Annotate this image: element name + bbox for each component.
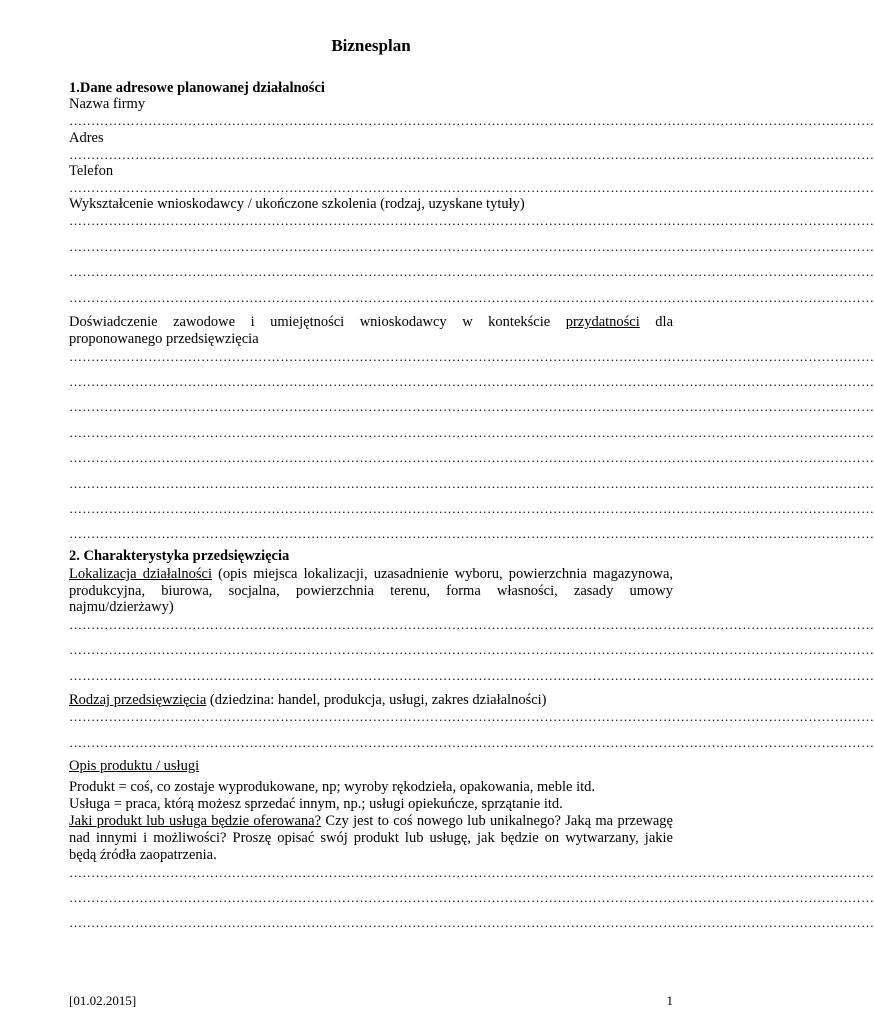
location-label [69,566,673,583]
fill-line[interactable]: ………………………………………………………………………………………………………………………………………………………………… [69,349,874,364]
document-title: Biznesplan [331,36,411,55]
footer-date: [01.02.2015] [69,993,137,1008]
fill-line[interactable]: ………………………………………………………………………………………………………………………………………………………………… [69,526,874,541]
fill-line[interactable]: ………………………………………………………………………………………………………………………………………………………………… [69,617,874,632]
fill-line[interactable]: ………………………………………………………………………………………………………………………………………………………………… [69,476,874,491]
phone-label: Telefon [69,163,114,179]
experience-label-line2: proponowanego przedsięwzięcia [69,331,259,347]
fill-line[interactable]: ………………………………………………………………………………………………………………………………………………………………… [69,890,874,905]
product-question-line2: nad innymi i możliwości? Proszę opisać swój produkt lub usługę, jak będzie on wytwarzany, jakie [69,830,673,846]
fill-line[interactable]: ………………………………………………………………………………………………………………………………………………………………… [69,290,874,305]
product-question-underlined: Jaki produkt lub usługa będzie oferowana? [69,813,322,829]
education-label: Wykształcenie wnioskodawcy / ukończone szkolenia (rodzaj, uzyskane tytuły) [69,196,525,212]
fill-line[interactable]: ………………………………………………………………………………………………………………………………………………………………… [69,374,874,389]
product-description-label: Opis produktu / usługi [69,758,200,774]
fill-line[interactable]: ………………………………………………………………………………………………………………………………………………………………… [69,147,874,162]
fill-line[interactable]: ………………………………………………………………………………………………………………………………………………………………… [69,668,874,683]
experience-label [69,314,673,331]
location-label-underlined: Lokalizacja działalności [69,566,212,582]
fill-line[interactable]: ………………………………………………………………………………………………………………………………………………………………… [69,450,874,465]
fill-line[interactable]: ………………………………………………………………………………………………………………………………………………………………… [69,915,874,930]
product-question-rest: Czy jest to coś nowego lub unikalnego? Jaką ma przewagę [325,813,673,829]
business-type-desc: (dziedzina: handel, produkcja, usługi, zakres działalności) [209,692,547,708]
location-desc-line2: produkcyjna, biurowa, socjalna, powierzchnia terenu, forma własności, zasady umowy [69,583,673,599]
experience-text-underlined: przydatności [565,314,640,330]
product-question-line3: będą źródła zaopatrzenia. [69,847,217,863]
fill-line[interactable]: ………………………………………………………………………………………………………………………………………………………………… [69,501,874,516]
address-label: Adres [69,130,104,146]
section2-heading: 2. Charakterystyka przedsięwzięcia [69,548,290,564]
business-type-label [69,692,673,709]
company-name-label: Nazwa firmy [69,96,146,112]
product-question-line1 [69,813,673,830]
page-number: 1 [666,993,673,1008]
fill-line[interactable]: ………………………………………………………………………………………………………………………………………………………………… [69,180,874,195]
product-definition: Produkt = coś, co zostaje wyprodukowane, np; wyroby rękodzieła, opakowania, meble itd. [69,779,596,795]
section1-heading: 1.Dane adresowe planowanej działalności [69,80,325,96]
experience-text-b: dla [655,314,674,330]
fill-line[interactable]: ………………………………………………………………………………………………………………………………………………………………… [69,239,874,254]
fill-line[interactable]: ………………………………………………………………………………………………………………………………………………………………… [69,113,874,128]
service-definition: Usługa = praca, którą możesz sprzedać innym, np.; usługi opiekuńcze, sprzątanie itd. [69,796,563,812]
location-desc-line3: najmu/dzierżawy) [69,599,174,615]
fill-line[interactable]: ………………………………………………………………………………………………………………………………………………………………… [69,642,874,657]
fill-line[interactable]: ………………………………………………………………………………………………………………………………………………………………… [69,264,874,279]
fill-line[interactable]: ………………………………………………………………………………………………………………………………………………………………… [69,425,874,440]
fill-line[interactable]: ………………………………………………………………………………………………………………………………………………………………… [69,399,874,414]
fill-line[interactable]: ………………………………………………………………………………………………………………………………………………………………… [69,865,874,880]
experience-text-a: Doświadczenie zawodowe i umiejętności wnioskodawcy w kontekście [69,314,551,330]
location-desc-line1: (opis miejsca lokalizacji, uzasadnienie wyboru, powierzchnia magazynowa, [218,566,674,582]
fill-line[interactable]: ………………………………………………………………………………………………………………………………………………………………… [69,709,874,724]
fill-line[interactable]: ………………………………………………………………………………………………………………………………………………………………… [69,213,874,228]
business-type-underlined: Rodzaj przedsięwzięcia [69,692,207,708]
fill-line[interactable]: ………………………………………………………………………………………………………………………………………………………………… [69,735,874,750]
